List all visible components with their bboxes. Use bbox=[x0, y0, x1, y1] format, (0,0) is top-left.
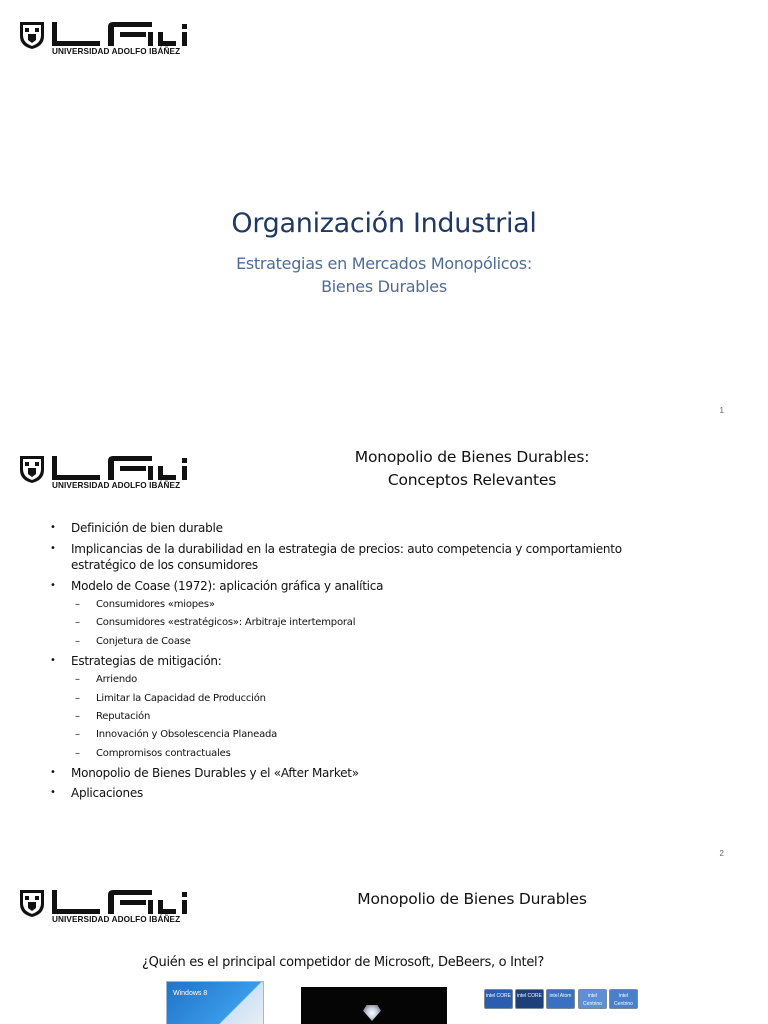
sub-bullet-item: – Conjetura de Coase bbox=[48, 635, 668, 650]
presentation-subtitle bbox=[0, 252, 768, 298]
intel-chip-badge: intel Centrino bbox=[609, 989, 638, 1009]
uai-logo bbox=[18, 20, 190, 60]
intel-chips-image bbox=[484, 989, 640, 1024]
page-number: 2 bbox=[719, 849, 724, 858]
sub-bullet-item: – Consumidores «estratégicos»: Arbitraje intertemporal bbox=[48, 616, 668, 631]
diamond-icon bbox=[363, 1005, 381, 1021]
sub-bullet-item: – Innovación y Obsolescencia Planeada bbox=[48, 728, 668, 743]
slide-1 bbox=[0, 0, 768, 430]
bullet-list bbox=[48, 520, 668, 806]
subtitle-line-1: Estrategias en Mercados Monopólicos: bbox=[236, 254, 532, 273]
university-name: UNIVERSIDAD ADOLFO IBÁÑEZ bbox=[52, 481, 181, 490]
sub-bullet-item: – Limitar la Capacidad de Producción bbox=[48, 692, 668, 707]
sub-bullet-item: – Arriendo bbox=[48, 673, 668, 688]
page-number: 1 bbox=[719, 406, 724, 415]
uai-crest-icon bbox=[18, 454, 46, 484]
windows-box-image bbox=[166, 981, 264, 1024]
slide-title-line-1: Monopolio de Bienes Durables: bbox=[354, 448, 590, 466]
slide-title-line-2: Conceptos Relevantes bbox=[387, 471, 557, 489]
intel-chip-badge: intel CORE bbox=[484, 989, 513, 1009]
university-name: UNIVERSIDAD ADOLFO IBÁÑEZ bbox=[52, 47, 181, 56]
windows-logo-icon: Windows 8 bbox=[173, 990, 208, 997]
sub-bullet-item: – Consumidores «miopes» bbox=[48, 598, 668, 613]
uai-crest-icon bbox=[18, 888, 46, 918]
intel-chip-badge: intel Atom bbox=[546, 989, 575, 1009]
slide-question: ¿Quién es el principal competidor de Microsoft, DeBeers, o Intel? bbox=[142, 955, 544, 970]
subtitle-line-2: Bienes Durables bbox=[321, 277, 447, 296]
sub-bullet-item: – Reputación bbox=[48, 710, 668, 725]
intel-chip-badge: intel Centrino bbox=[578, 989, 607, 1009]
uai-logo bbox=[18, 454, 190, 494]
bullet-item: • Implicancias de la durabilidad en la estrategia de precios: auto competencia y comportamiento estratégico de los consumidores bbox=[48, 541, 668, 574]
diamond-image bbox=[301, 987, 447, 1024]
uai-wordmark-icon bbox=[52, 22, 190, 46]
uai-logo bbox=[18, 888, 190, 928]
bullet-item: • Monopolio de Bienes Durables y el «After Market» bbox=[48, 765, 668, 782]
bullet-item: • Definición de bien durable bbox=[48, 520, 668, 537]
uai-wordmark-icon bbox=[52, 890, 190, 914]
bullet-item: • Modelo de Coase (1972): aplicación gráfica y analítica bbox=[48, 578, 668, 595]
slide-title: Monopolio de Bienes Durables bbox=[357, 890, 587, 908]
sub-bullet-item: – Compromisos contractuales bbox=[48, 747, 668, 762]
slide-title bbox=[290, 446, 654, 492]
uai-crest-icon bbox=[18, 20, 46, 50]
bullet-item: • Estrategias de mitigación: bbox=[48, 653, 668, 670]
uai-wordmark-icon bbox=[52, 456, 190, 480]
presentation-title: Organización Industrial bbox=[231, 208, 537, 239]
bullet-item: • Aplicaciones bbox=[48, 785, 668, 802]
intel-chip-badge: intel CORE bbox=[515, 989, 544, 1009]
university-name: UNIVERSIDAD ADOLFO IBÁÑEZ bbox=[52, 915, 181, 924]
slide-3 bbox=[0, 864, 768, 1024]
slide-2 bbox=[0, 432, 768, 862]
